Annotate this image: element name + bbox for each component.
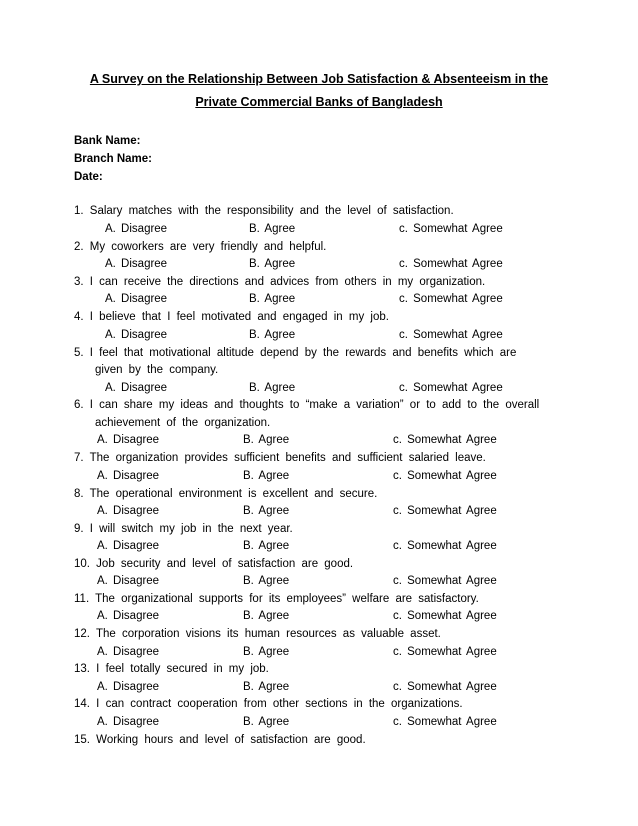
q1-option-b: B. Agree	[249, 223, 296, 235]
q14-option-a: A. Disagree	[97, 716, 160, 728]
q10-option-a: A. Disagree	[97, 575, 160, 587]
question-14: 14. I can contract cooperation from other sections in the organizations.	[74, 698, 463, 710]
q1-option-a: A. Disagree	[105, 223, 168, 235]
q9-option-c: c. Somewhat Agree	[393, 540, 497, 552]
q10-option-b: B. Agree	[243, 575, 290, 587]
q7-option-a: A. Disagree	[97, 470, 160, 482]
q12-option-a: A. Disagree	[97, 646, 160, 658]
q11-option-a: A. Disagree	[97, 610, 160, 622]
q4-option-c: c. Somewhat Agree	[399, 329, 503, 341]
question-9: 9. I will switch my job in the next year.	[74, 523, 293, 535]
question-5: 5. I feel that motivational altitude depend by the rewards and benefits which are	[74, 347, 517, 359]
q12-option-b: B. Agree	[243, 646, 290, 658]
q2-option-c: c. Somewhat Agree	[399, 258, 503, 270]
q2-option-b: B. Agree	[249, 258, 296, 270]
survey-title-line-2: Private Commercial Banks of Bangladesh	[195, 95, 443, 109]
q6-option-c: c. Somewhat Agree	[393, 434, 497, 446]
question-3: 3. I can receive the directions and advices from others in my organization.	[74, 276, 486, 288]
q8-option-c: c. Somewhat Agree	[393, 505, 497, 517]
q11-option-b: B. Agree	[243, 610, 290, 622]
date-label: Date:	[74, 171, 103, 183]
q10-option-c: c. Somewhat Agree	[393, 575, 497, 587]
question-7: 7. The organization provides sufficient benefits and sufficient salaried leave.	[74, 452, 486, 464]
q6-option-b: B. Agree	[243, 434, 290, 446]
question-11: 11. The organizational supports for its employees” welfare are satisfactory.	[74, 593, 479, 605]
q4-option-a: A. Disagree	[105, 329, 168, 341]
question-12: 12. The corporation visions its human resources as valuable asset.	[74, 628, 441, 640]
q8-option-a: A. Disagree	[97, 505, 160, 517]
question-10: 10. Job security and level of satisfaction are good.	[74, 558, 354, 570]
survey-title-line-1: A Survey on the Relationship Between Job Satisfaction & Absenteeism in the	[89, 72, 549, 86]
question-1: 1. Salary matches with the responsibility and the level of satisfaction.	[74, 205, 454, 217]
question-2: 2. My coworkers are very friendly and helpful.	[74, 241, 327, 253]
q5-option-c: c. Somewhat Agree	[399, 382, 503, 394]
question-15: 15. Working hours and level of satisfaction are good.	[74, 734, 366, 746]
bank-name-label: Bank Name:	[74, 135, 141, 147]
q7-option-c: c. Somewhat Agree	[393, 470, 497, 482]
q9-option-a: A. Disagree	[97, 540, 160, 552]
q7-option-b: B. Agree	[243, 470, 290, 482]
q3-option-c: c. Somewhat Agree	[399, 293, 503, 305]
q14-option-c: c. Somewhat Agree	[393, 716, 497, 728]
q3-option-b: B. Agree	[249, 293, 296, 305]
branch-name-label: Branch Name:	[74, 153, 152, 165]
q12-option-c: c. Somewhat Agree	[393, 646, 497, 658]
question-4: 4. I believe that I feel motivated and engaged in my job.	[74, 311, 389, 323]
question-5-continuation: given by the company.	[95, 364, 219, 376]
q13-option-b: B. Agree	[243, 681, 290, 693]
q1-option-c: c. Somewhat Agree	[399, 223, 503, 235]
q3-option-a: A. Disagree	[105, 293, 168, 305]
q6-option-a: A. Disagree	[97, 434, 160, 446]
question-6: 6. I can share my ideas and thoughts to “make a variation” or to add to the overall	[74, 399, 540, 411]
question-6-continuation: achievement of the organization.	[95, 417, 271, 429]
q2-option-a: A. Disagree	[105, 258, 168, 270]
question-13: 13. I feel totally secured in my job.	[74, 663, 269, 675]
q9-option-b: B. Agree	[243, 540, 290, 552]
question-8: 8. The operational environment is excellent and secure.	[74, 488, 378, 500]
q8-option-b: B. Agree	[243, 505, 290, 517]
q14-option-b: B. Agree	[243, 716, 290, 728]
q13-option-c: c. Somewhat Agree	[393, 681, 497, 693]
q13-option-a: A. Disagree	[97, 681, 160, 693]
q5-option-b: B. Agree	[249, 382, 296, 394]
q11-option-c: c. Somewhat Agree	[393, 610, 497, 622]
q4-option-b: B. Agree	[249, 329, 296, 341]
q5-option-a: A. Disagree	[105, 382, 168, 394]
